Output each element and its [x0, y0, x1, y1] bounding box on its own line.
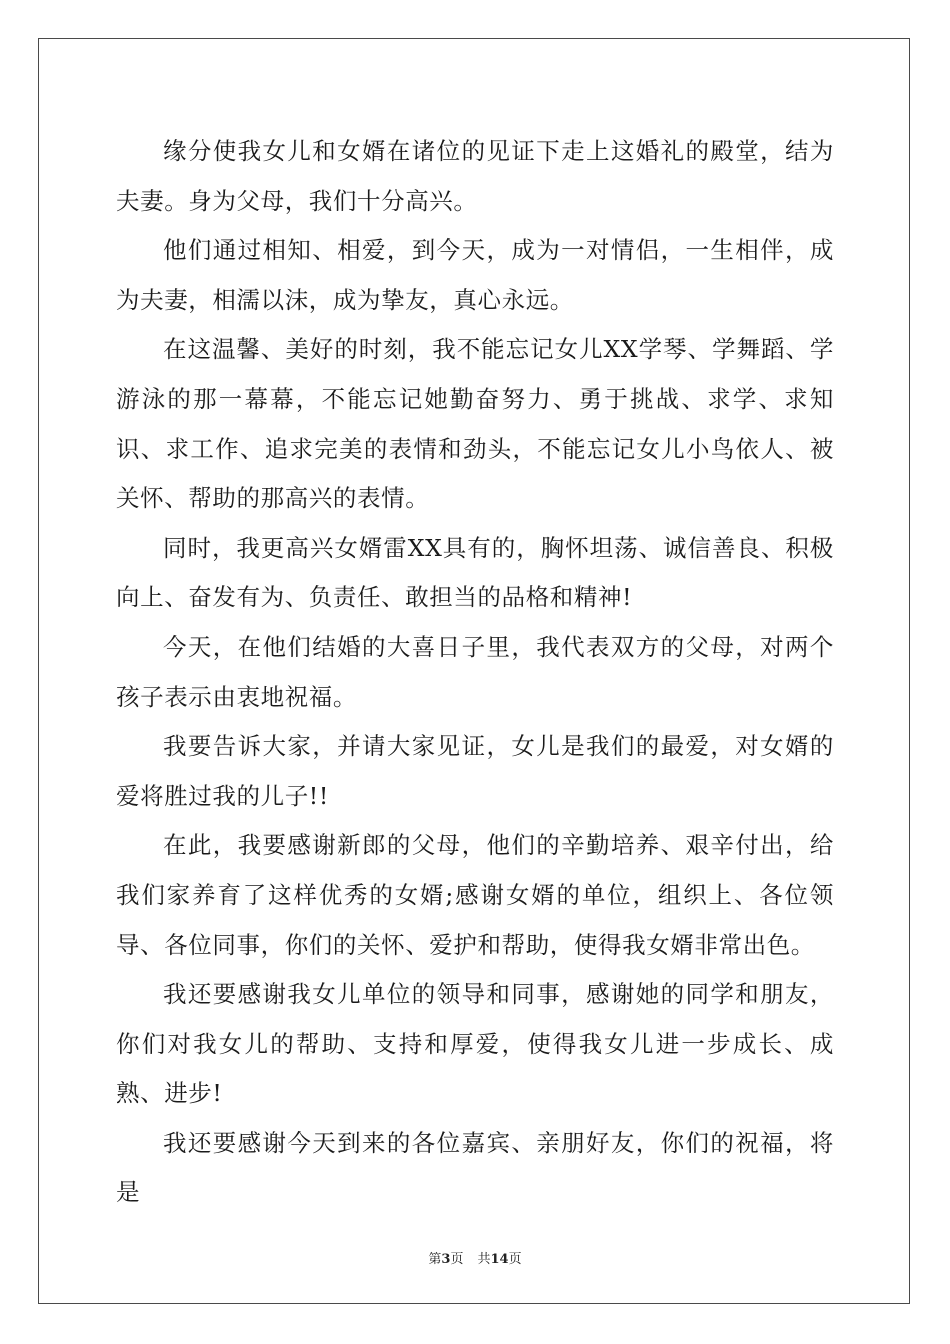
paragraph: 我还要感谢我女儿单位的领导和同事，感谢她的同学和朋友，你们对我女儿的帮助、支持和厚爱，使得我女儿进一步成长、成熟、进步!: [116, 980, 834, 1108]
total-pages-number: 14: [490, 1252, 509, 1267]
paragraph: 同时，我更高兴女婿雷XX具有的，胸怀坦荡、诚信善良、积极向上、奋发有为、负责任、敢担当的品格和精神!: [116, 533, 834, 612]
paragraph: 他们通过相知、相爱，到今天，成为一对情侣，一生相伴，成为夫妻，相濡以沫，成为挚友，真心永远。: [116, 236, 834, 314]
total-pages-indicator: [477, 1248, 521, 1267]
page-prefix: 第: [428, 1252, 442, 1267]
page-number: 3: [441, 1252, 451, 1267]
page-indicator: [428, 1248, 463, 1267]
paragraph: 今天，在他们结婚的大喜日子里，我代表双方的父母，对两个孩子表示由衷地祝福。: [116, 632, 834, 711]
paragraph: 缘分使我女儿和女婿在诸位的见证下走上这婚礼的殿堂，结为夫妻。身为父母，我们十分高兴。: [116, 137, 834, 215]
paragraph: 在此，我要感谢新郎的父母，他们的辛勤培养、艰辛付出，给我们家养育了这样优秀的女婿;感谢女婿的单位，组织上、各位领导、各位同事，你们的关怀、爱护和帮助，使得我女婿非常出色。: [116, 831, 834, 959]
paragraph: 我还要感谢今天到来的各位嘉宾、亲朋好友，你们的祝福，将是: [116, 1128, 834, 1207]
paragraph: 在这温馨、美好的时刻，我不能忘记女儿XX学琴、学舞蹈、学游泳的那一幕幕，不能忘记她勤奋努力、勇于挑战、求学、求知识、求工作、追求完美的表情和劲头，不能忘记女儿小鸟依人、被关怀、帮助的那高兴的表情。: [116, 335, 834, 513]
total-prefix: 共: [477, 1252, 491, 1267]
paragraph: 我要告诉大家，并请大家见证，女儿是我们的最爱，对女婿的爱将胜过我的儿子!!: [116, 732, 834, 810]
page-suffix: 页: [450, 1252, 464, 1267]
page-footer: [0, 1248, 950, 1267]
document-body: [116, 127, 834, 1218]
total-suffix: 页: [508, 1252, 522, 1267]
